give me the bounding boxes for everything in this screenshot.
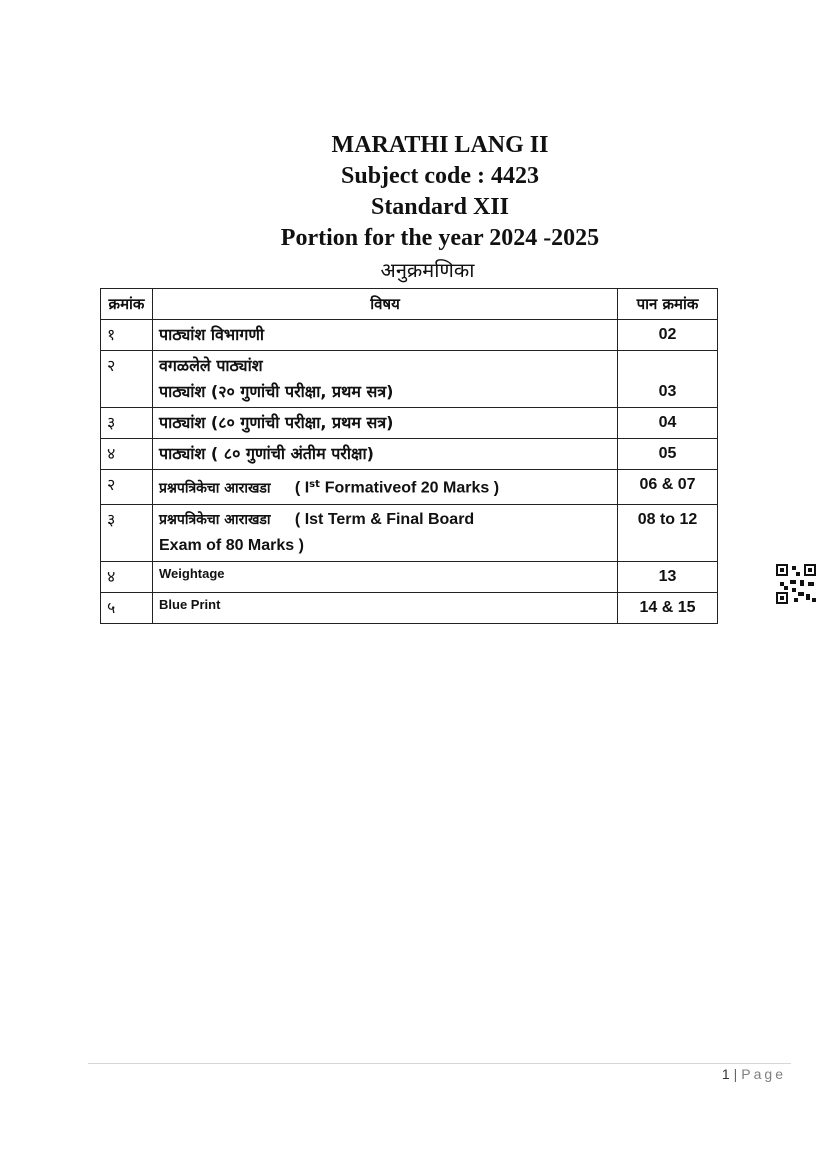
row-page: 08 to 12 [618,504,718,561]
row-number: ४ [101,439,153,470]
row-number: ३ [101,504,153,561]
row-page: 03 [618,351,718,408]
row-page: 06 & 07 [618,470,718,505]
row-page: 05 [618,439,718,470]
table-row [101,351,718,408]
row-subject-english-pre: ( I [294,479,310,497]
row-page: 02 [618,320,718,351]
row-number: ४ [101,561,153,592]
row-page: 14 & 15 [618,592,718,623]
table-row [101,504,718,561]
table-row [101,592,718,623]
row-subject-line2: पाठ्यांश (२० गुणांची परीक्षा, प्रथम सत्र) [159,382,394,401]
table-row [101,470,718,505]
row-subject: Blue Print [153,592,618,623]
qr-code-icon [776,564,816,604]
row-subject-line1: वगळलेले पाठ्यांश [159,356,263,375]
column-header-number: क्रमांक [101,289,153,320]
row-subject: पाठ्यांश विभागणी [153,320,618,351]
standard-label: Standard XII [370,194,510,220]
row-subject-english: ( Ist Term & Final Board [294,510,475,528]
subject-code: Subject code : 4423 [341,163,539,189]
table-row [101,561,718,592]
portion-year: Portion for the year 2024 -2025 [280,225,600,251]
row-number: २ [101,470,153,505]
document-title: MARATHI LANG II [331,132,549,158]
footer-separator: | [733,1066,738,1082]
row-subject-sup: st [309,479,320,490]
row-page: 04 [618,408,718,439]
row-subject-marathi: प्रश्नपत्रिकेचा आराखडा [159,480,271,497]
row-subject-marathi: प्रश्नपत्रिकेचा आराखडा [159,511,271,528]
table-row [101,408,718,439]
row-subject-english-line2: Exam of 80 Marks ) [159,536,304,554]
row-subject: पाठ्यांश (८० गुणांची परीक्षा, प्रथम सत्र) [153,408,618,439]
table-row [101,439,718,470]
row-number: १ [101,320,153,351]
table-header-row [101,289,718,320]
page-word: Page [741,1066,786,1082]
row-subject: पाठ्यांश ( ८० गुणांची अंतीम परीक्षा) [153,439,618,470]
column-header-subject: विषय [153,289,618,320]
row-subject [153,470,618,505]
table-row [101,320,718,351]
row-number: २ [101,351,153,408]
row-subject: Weightage [153,561,618,592]
row-subject-english-post: Formativeof 20 Marks ) [324,479,500,497]
index-title: अनुक्रमणिका [380,258,475,282]
row-page: 13 [618,561,718,592]
contents-table [100,288,718,624]
row-subject [153,504,618,561]
row-number: ३ [101,408,153,439]
row-number: ५ [101,592,153,623]
page-footer [722,1066,786,1082]
footer-divider [88,1063,791,1064]
column-header-page: पान क्रमांक [618,289,718,320]
page-number: 1 [721,1066,730,1082]
row-subject [153,351,618,408]
